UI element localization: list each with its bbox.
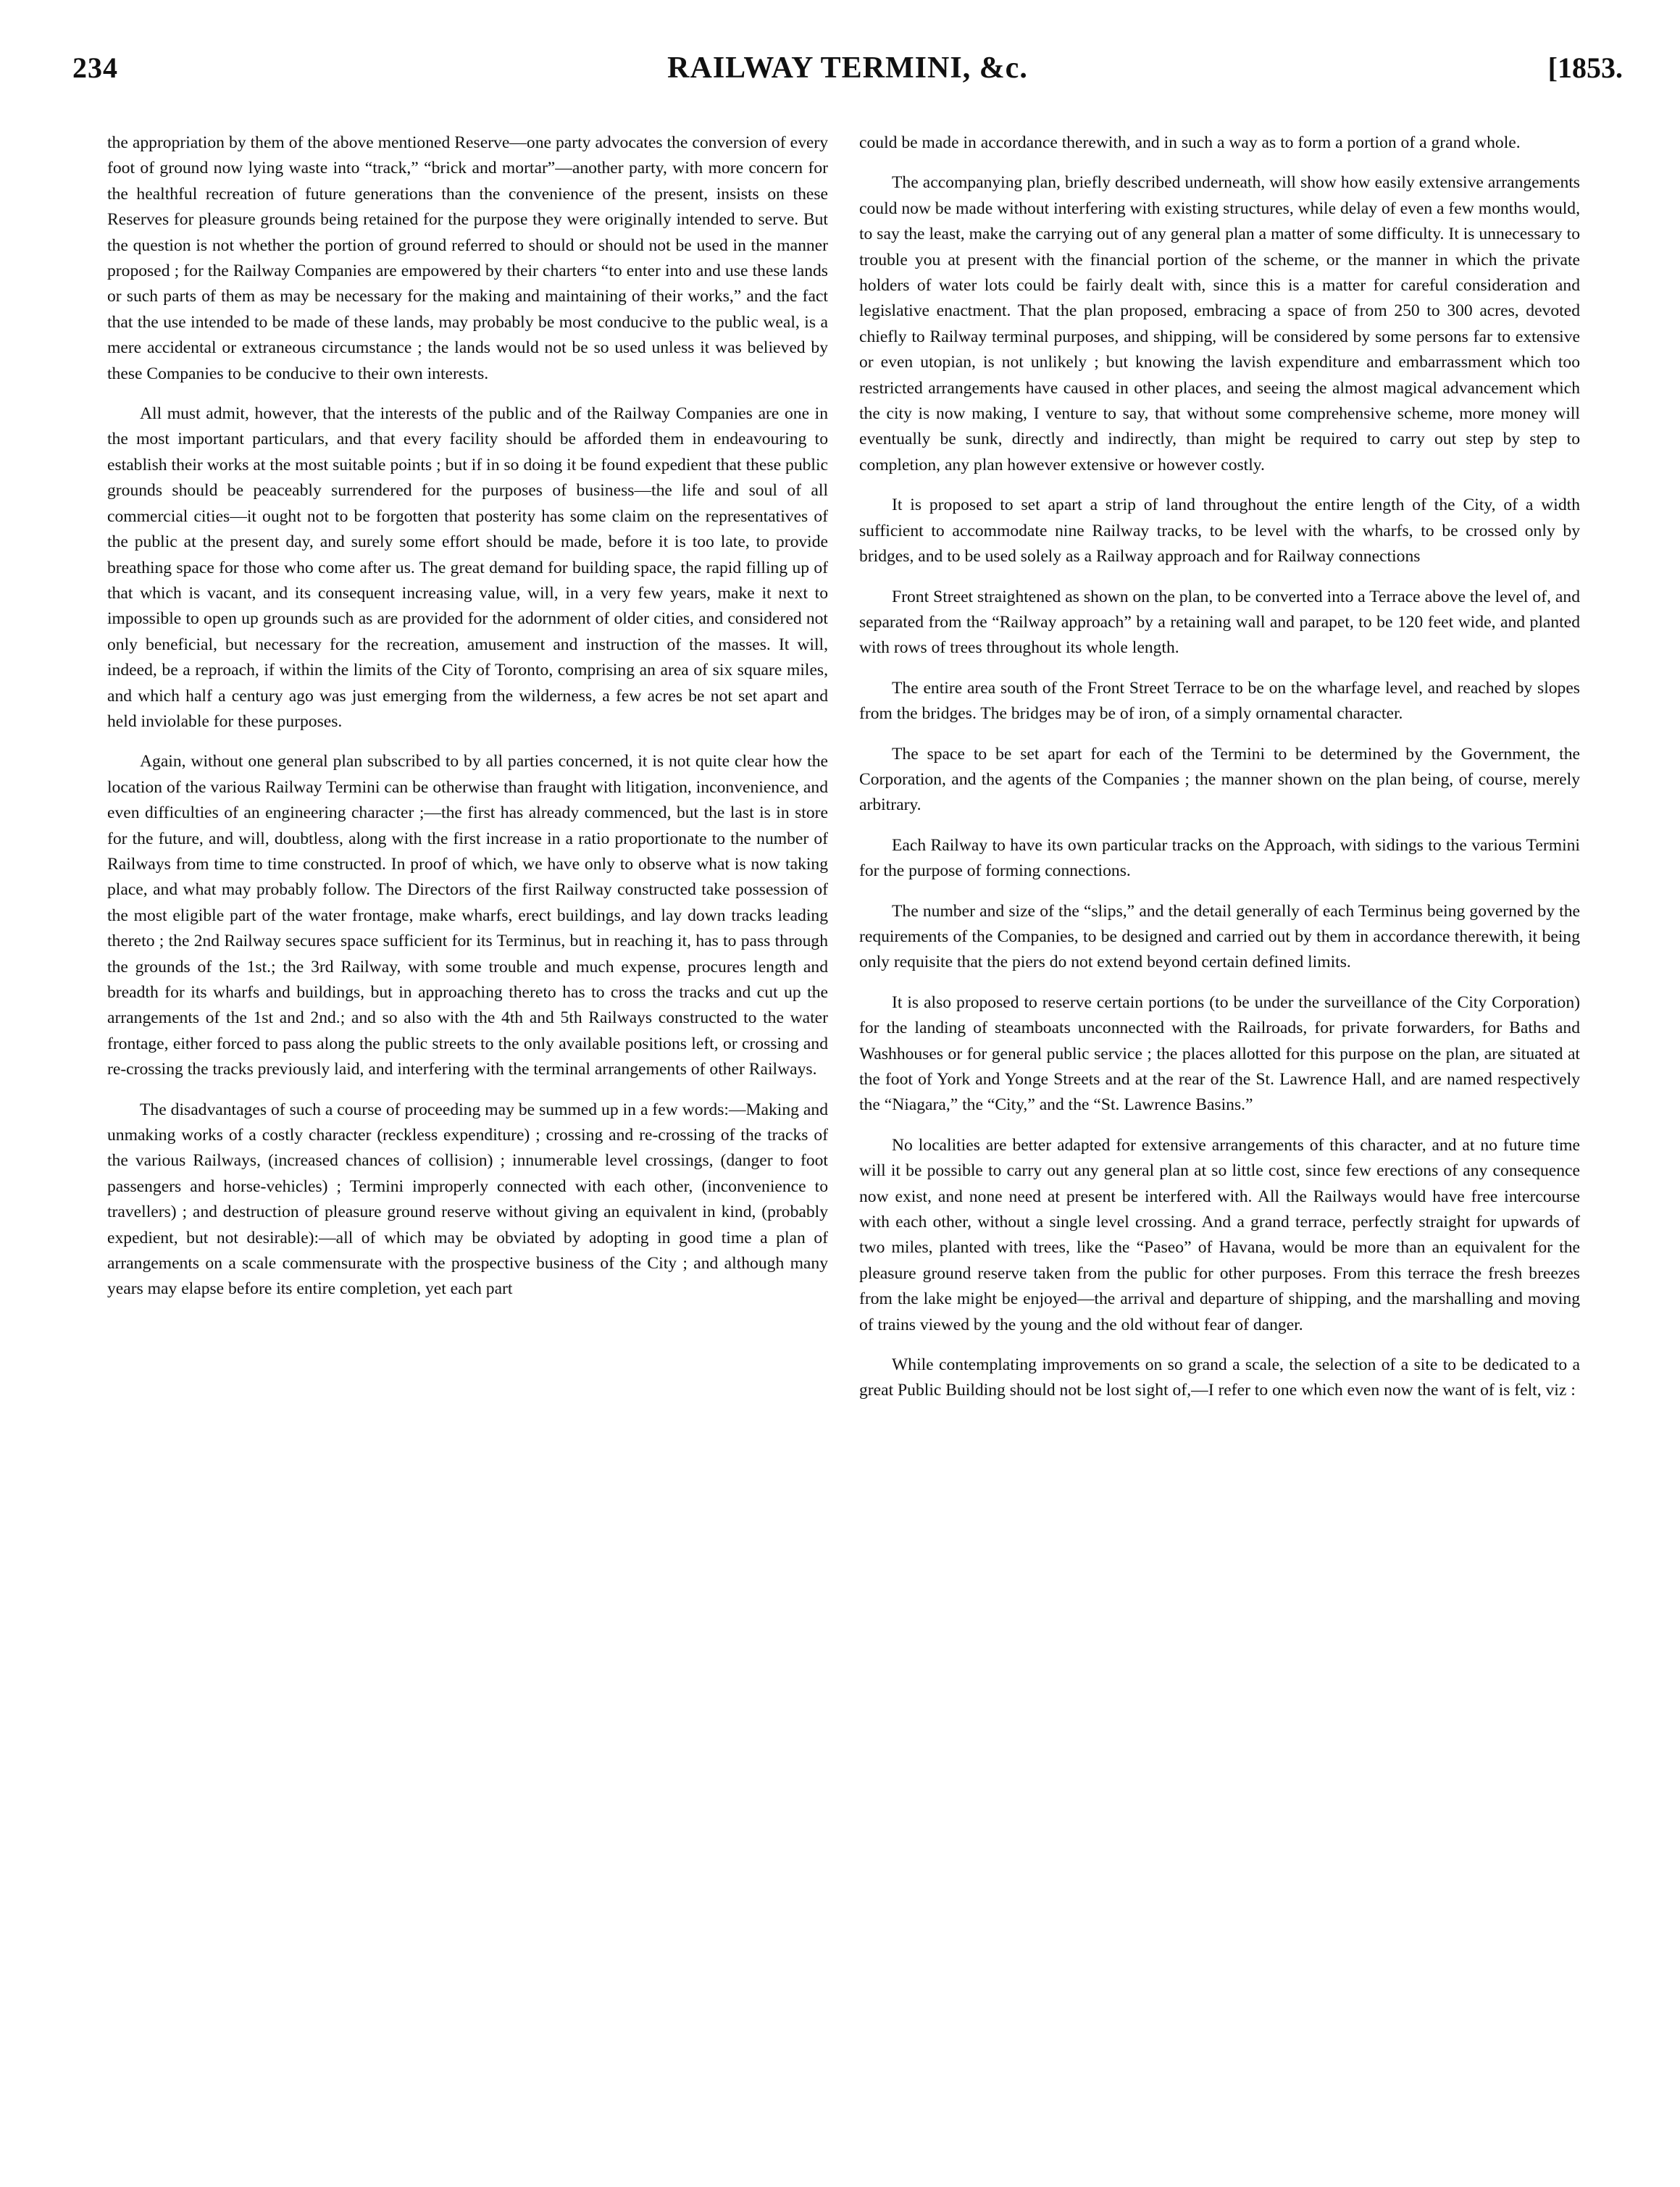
paragraph: The number and size of the “slips,” and the detail generally of each Terminus being governed by the requirements of the Companies, to be designed and carried out by them in accordance therewith, it being only requisite that the piers do not extend beyond certain defined limits.	[859, 901, 1580, 972]
paragraph: The space to be set apart for each of the Termini to be determined by the Government, the Corporation, and the agents of the Companies ; the manner shown on the plan being, of course, merely arbitrary.	[859, 744, 1580, 815]
page-number: 234	[72, 51, 118, 84]
paragraph: The disadvantages of such a course of proceeding may be summed up in a few words:—Making and unmaking works of a costly character (reckless expenditure) ; crossing and re-crossing of the tracks of the various Railways, (increased chances of collision) ; innumerable level crossings, (danger to foot passengers and horse-vehicles) ; Termini improperly connected with each other, (inconvenience to travellers) ; and destruction of pleasure ground reserve without giving an equivalent in kind, (probably expedient, but not desirable):—all of which may be obviated by adopting in good time a plan of arrangements on a scale commensurate with the prospective business of the City ; and although many years may elapse before its entire completion, yet each part	[107, 1100, 828, 1299]
paragraph: Again, without one general plan subscribed to by all parties concerned, it is not quite clear how the location of the various Railway Termini can be otherwise than fraught with litigation, inconvenience, and even difficulties of an engineering character ;—the first has already commenced, but the last is in store for the future, and will, doubtless, along with the first increase in a ratio proportionate to the number of Railways from time to time constructed. In proof of which, we have only to observe what is now taking place, and what may probably follow. The Directors of the first Railway constructed take possession of the most eligible part of the water frontage, make wharfs, erect buildings, and lay down tracks leading thereto ; the 2nd Railway secures space sufficient for its Terminus, but in reaching it, has to pass through the grounds of the 1st.; the 3rd Railway, with some trouble and much expense, procures length and breadth for its wharfs and buildings, but in approaching thereto has to cross the tracks and cut up the arrangements of the 1st and 2nd.; and so also with the 4th and 5th Railways constructed to the water frontage, either forced to pass along the public streets to the only available positions left, or crossing and re-crossing the tracks previously laid, and interfering with the terminal arrangements of other Railways.	[107, 752, 828, 1079]
paragraph: The accompanying plan, briefly described underneath, will show how easily extensive arrangements could now be made without interfering with existing structures, while delay of even a few months would, to say the least, make the carrying out of any general plan a matter of some difficulty. It is unnecessary to trouble you at present with the financial portion of the scheme, or the manner in which the private holders of water lots could be fairly dealt with, since this is a matter for careful consideration and legislative enactment. That the plan proposed, embracing a space of from 250 to 300 acres, devoted chiefly to Railway terminal purposes, and shipping, will be considered by some persons far to extensive or even utopian, is not unlikely ; but knowing the lavish expenditure and embarrassment which too restricted arrangements have caused in other places, and seeing the almost magical advancement which the city is now making, I venture to say, that without some comprehensive scheme, more money will eventually be sunk, directly and indirectly, than might be required to carry out step by step to completion, any plan however extensive or however costly.	[859, 173, 1580, 474]
paragraph: No localities are better adapted for extensive arrangements of this character, and at no future time will it be possible to carry out any general plan at so little cost, since few erections of any consequence now exist, and none need at present be interfered with. All the Railways would have free intercourse with each other, without a single level crossing. And a grand terrace, perfectly straight for upwards of two miles, planted with trees, like the “Paseo” of Havana, would be more than an equivalent for the pleasure ground reserve taken from the public for other purposes. From this terrace the fresh breezes from the lake might be enjoyed—the arrival and departure of shipping, and the marshalling and moving of trains viewed by the young and the old without fear of danger.	[859, 1135, 1580, 1334]
left-column	[107, 130, 828, 1317]
paragraph: It is also proposed to reserve certain portions (to be under the surveillance of the City Corporation) for the landing of steamboats unconnected with the Railroads, for private forwarders, for Baths and Washhouses or for general public service ; the places allotted for this purpose on the plan, are situated at the foot of York and Yonge Streets and at the rear of the St. Lawrence Hall, and are named respectively the “Niagara,” the “City,” and the “St. Lawrence Basins.”	[859, 992, 1580, 1115]
paragraph: The entire area south of the Front Street Terrace to be on the wharfage level, and reached by slopes from the bridges. The bridges may be of iron, of a simply ornamental character.	[859, 678, 1580, 724]
paragraph: the appropriation by them of the above mentioned Reserve—one party advocates the conversion of every foot of ground now lying waste into “track,” “brick and mortar”—another party, with more concern for the healthful recreation of future generations than the convenience of the present, insists on these Reserves for pleasure grounds being retained for the purpose they were originally intended to serve. But the question is not whether the portion of ground referred to should or should not be used in the manner proposed ; for the Railway Companies are empowered by their charters “to enter into and use these lands or such parts of them as may be necessary for the making and maintaining of their works,” and the fact that the use intended to be made of these lands, may probably be most conducive to the public weal, is a mere accidental or extraneous circumstance ; the lands would not be so used unless it was believed by these Companies to be conducive to their own interests.	[107, 133, 828, 383]
paragraph: Front Street straightened as shown on the plan, to be converted into a Terrace above the level of, and separated from the “Railway approach” by a retaining wall and parapet, to be 120 feet wide, and planted with rows of trees throughout its whole length.	[859, 587, 1580, 658]
paragraph: Each Railway to have its own particular tracks on the Approach, with sidings to the various Termini for the purpose of forming connections.	[859, 835, 1580, 881]
running-title: RAILWAY TERMINI, &c.	[667, 51, 1028, 85]
page-header	[72, 51, 1623, 94]
paragraph: All must admit, however, that the interests of the public and of the Railway Companies are one in the most important particulars, and that every facility should be afforded them in endeavouring to establish their works at the most suitable points ; but if in so doing it be found expedient that these public grounds should be peaceably surrendered for the purposes of business—the life and soul of all commercial cities—it ought not to be forgotten that posterity has some claim on the representatives of the public at the present day, and surely some effort should be made, before it is too late, to provide breathing space for those who come after us. The great demand for building space, the rapid filling up of that which is vacant, and its consequent increasing value, will, in a very few years, make it next to impossible to open up grounds such as are provided for the adornment of older cities, and considered not only beneficial, but necessary for the recreation, amusement and instruction of the masses. It will, indeed, be a reproach, if within the limits of the City of Toronto, comprising an area of six square miles, and which half a century ago was just emerging from the wilderness, a few acres be not set apart and held inviolable for these purposes.	[107, 404, 828, 731]
paragraph: could be made in accordance therewith, and in such a way as to form a portion of a grand whole.	[859, 133, 1521, 152]
paragraph: It is proposed to set apart a strip of land throughout the entire length of the City, of a width sufficient to accommodate nine Railway tracks, to be level with the wharfs, to be crossed only by bridges, and to be used solely as a Railway approach and for Railway connections	[859, 495, 1580, 566]
right-column	[859, 130, 1580, 1418]
year-label: [1853.	[1547, 51, 1623, 84]
paragraph: While contemplating improvements on so grand a scale, the selection of a site to be dedicated to a great Public Building should not be lost sight of,—I refer to one which even now the want of is felt, viz :	[859, 1355, 1580, 1400]
